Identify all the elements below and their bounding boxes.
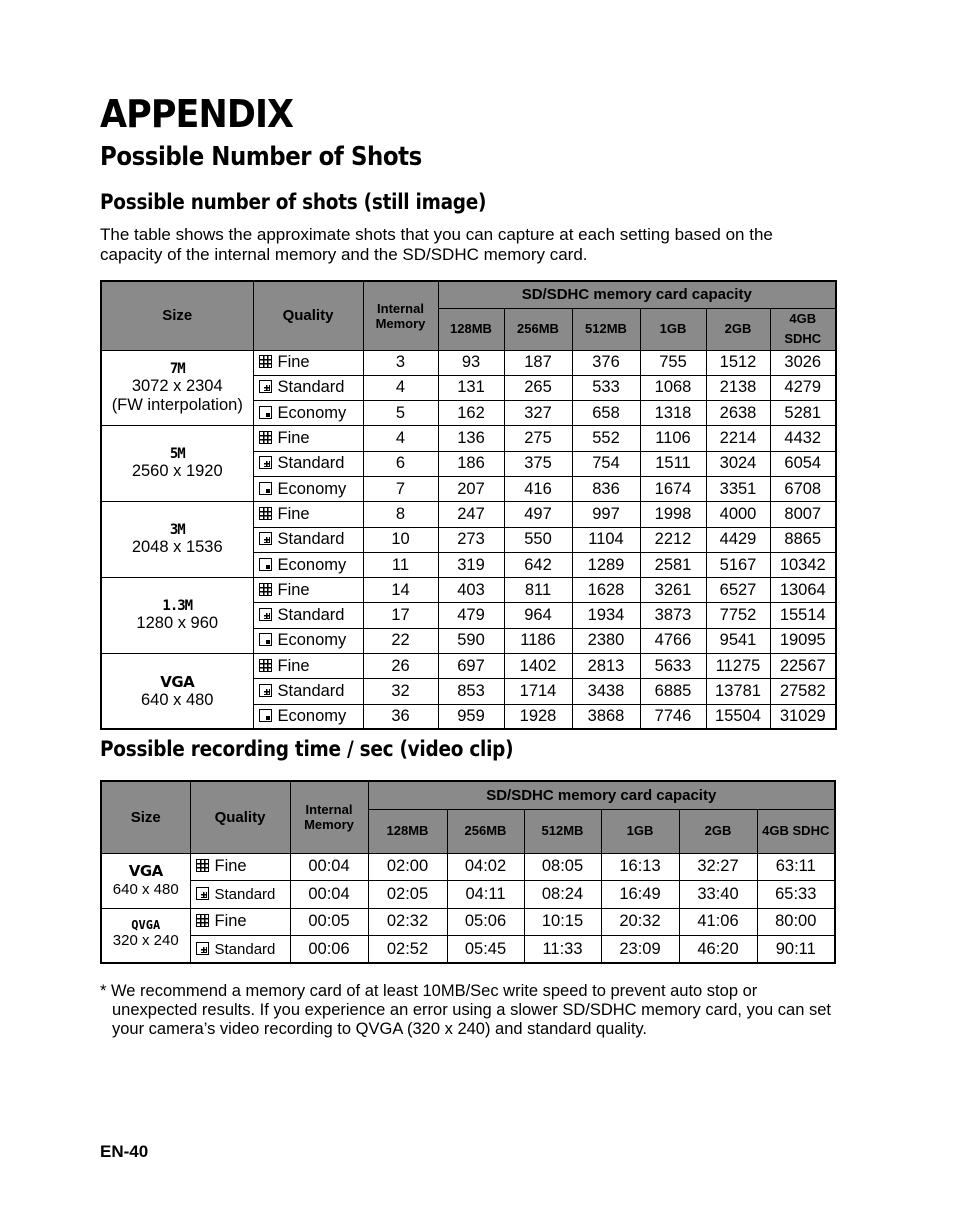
card-capacity-value: 376 [572, 350, 640, 375]
resolution-icon: 1.3M [162, 598, 193, 615]
header-capacity: 2GB [706, 308, 770, 350]
header-capacity: 1GB [601, 809, 679, 853]
quality-cell [253, 578, 363, 603]
card-capacity-value: 20:32 [601, 908, 679, 936]
internal-memory-value: 6 [363, 451, 438, 476]
table-row [101, 908, 835, 936]
table-row [101, 350, 836, 375]
header-quality: Quality [190, 781, 290, 853]
quality-label: Economy [277, 631, 347, 650]
card-capacity-value: 2212 [640, 527, 706, 552]
card-capacity-value: 33:40 [679, 881, 757, 909]
size-cell [101, 350, 253, 426]
card-capacity-value: 2638 [706, 401, 770, 426]
table-row [101, 578, 836, 603]
header-capacity: 512MB [572, 308, 640, 350]
card-capacity-value: 11275 [706, 654, 770, 679]
quality-label: Economy [277, 707, 347, 726]
card-capacity-value: 247 [438, 502, 504, 527]
card-capacity-value: 15514 [770, 603, 836, 628]
standard-quality-icon [259, 684, 272, 697]
card-capacity-value: 4279 [770, 375, 836, 400]
page-title: APPENDIX [100, 92, 294, 136]
card-capacity-value: 02:00 [368, 853, 447, 881]
header-capacity: 128MB [438, 308, 504, 350]
card-capacity-value: 63:11 [757, 853, 835, 881]
table-row [101, 426, 836, 451]
quality-label: Standard [277, 454, 345, 473]
card-capacity-value: 186 [438, 451, 504, 476]
card-capacity-value: 1512 [706, 350, 770, 375]
card-capacity-value: 375 [504, 451, 572, 476]
internal-memory-value: 36 [363, 704, 438, 729]
header-capacity: 256MB [447, 809, 524, 853]
card-capacity-value: 7746 [640, 704, 706, 729]
size-value: 640 x 480 [141, 690, 214, 709]
card-capacity-value: 2214 [706, 426, 770, 451]
card-capacity-value: 187 [504, 350, 572, 375]
size-note: (FW interpolation) [111, 395, 243, 414]
card-capacity-value: 697 [438, 654, 504, 679]
quality-label: Economy [277, 479, 347, 498]
quality-label: Standard [277, 682, 345, 700]
card-capacity-value: 1289 [572, 552, 640, 577]
card-capacity-value: 27582 [770, 679, 836, 704]
quality-cell [253, 552, 363, 577]
internal-memory-value: 14 [363, 578, 438, 603]
card-capacity-value: 13064 [770, 578, 836, 603]
card-capacity-value: 05:45 [447, 936, 524, 964]
quality-label: Standard [214, 885, 276, 903]
internal-memory-value: 7 [363, 476, 438, 501]
internal-memory-value: 00:04 [290, 881, 368, 909]
card-capacity-value: 642 [504, 552, 572, 577]
internal-memory-value: 4 [363, 426, 438, 451]
economy-quality-icon [259, 558, 272, 571]
quality-label: Fine [214, 857, 247, 876]
header-size: Size [101, 281, 253, 350]
fine-quality-icon [196, 859, 209, 872]
card-capacity-value: 658 [572, 401, 640, 426]
section-title: Possible Number of Shots [100, 142, 422, 172]
card-capacity-value: 65:33 [757, 881, 835, 909]
card-capacity-value: 3261 [640, 578, 706, 603]
card-capacity-value: 1104 [572, 527, 640, 552]
card-capacity-value: 265 [504, 375, 572, 400]
card-capacity-value: 997 [572, 502, 640, 527]
size-cell [101, 853, 190, 908]
economy-quality-icon [259, 482, 272, 495]
quality-cell [253, 679, 363, 704]
qvga-resolution-icon: QVGA [131, 918, 161, 933]
quality-cell [253, 603, 363, 628]
header-capacity: 128MB [368, 809, 447, 853]
card-capacity-value: 550 [504, 527, 572, 552]
standard-quality-icon [259, 380, 272, 393]
quality-label: Fine [277, 580, 310, 599]
still-shots-table [100, 280, 837, 730]
internal-memory-value: 8 [363, 502, 438, 527]
resolution-icon: 7M [169, 360, 185, 377]
card-capacity-value: 3438 [572, 679, 640, 704]
quality-cell [253, 401, 363, 426]
quality-label: Fine [277, 429, 310, 448]
card-capacity-value: 80:00 [757, 908, 835, 936]
card-capacity-value: 403 [438, 578, 504, 603]
size-value: 320 x 240 [112, 932, 179, 950]
card-capacity-value: 16:49 [601, 881, 679, 909]
internal-memory-value: 26 [363, 654, 438, 679]
page-number: EN-40 [100, 1142, 149, 1161]
card-capacity-value: 22567 [770, 654, 836, 679]
standard-quality-icon [196, 942, 209, 955]
card-capacity-value: 754 [572, 451, 640, 476]
card-capacity-value: 479 [438, 603, 504, 628]
card-capacity-value: 811 [504, 578, 572, 603]
size-cell [101, 654, 253, 730]
card-capacity-value: 1674 [640, 476, 706, 501]
internal-memory-value: 00:05 [290, 908, 368, 936]
card-capacity-value: 416 [504, 476, 572, 501]
card-capacity-value: 3024 [706, 451, 770, 476]
fine-quality-icon [259, 355, 272, 368]
video-time-table [100, 780, 836, 964]
card-capacity-value: 32:27 [679, 853, 757, 881]
card-capacity-value: 2380 [572, 628, 640, 653]
card-capacity-value: 5633 [640, 654, 706, 679]
card-capacity-value: 05:06 [447, 908, 524, 936]
quality-cell [253, 628, 363, 653]
card-capacity-value: 1511 [640, 451, 706, 476]
card-capacity-value: 959 [438, 704, 504, 729]
quality-cell [190, 853, 290, 881]
card-capacity-value: 90:11 [757, 936, 835, 964]
header-quality: Quality [253, 281, 363, 350]
card-capacity-value: 497 [504, 502, 572, 527]
header-size: Size [101, 781, 190, 853]
size-cell [101, 502, 253, 578]
vga-resolution-icon: VGA [128, 862, 163, 880]
quality-cell [253, 451, 363, 476]
card-capacity-value: 327 [504, 401, 572, 426]
header-internal-memory: Internal Memory [290, 781, 368, 853]
card-capacity-value: 1186 [504, 628, 572, 653]
resolution-icon: 5M [169, 446, 185, 463]
quality-cell [190, 936, 290, 964]
internal-memory-value: 4 [363, 375, 438, 400]
internal-memory-value: 32 [363, 679, 438, 704]
card-capacity-value: 964 [504, 603, 572, 628]
card-capacity-value: 1998 [640, 502, 706, 527]
card-capacity-value: 9541 [706, 628, 770, 653]
card-capacity-value: 1628 [572, 578, 640, 603]
card-capacity-value: 5167 [706, 552, 770, 577]
card-capacity-value: 3026 [770, 350, 836, 375]
card-capacity-value: 6708 [770, 476, 836, 501]
quality-label: Standard [277, 378, 345, 397]
fine-quality-icon [196, 914, 209, 927]
card-capacity-value: 08:24 [524, 881, 601, 909]
fine-quality-icon [259, 659, 272, 672]
card-capacity-value: 13781 [706, 679, 770, 704]
quality-label: Fine [277, 656, 310, 675]
quality-label: Fine [277, 504, 310, 523]
vga-resolution-icon: VGA [160, 672, 195, 691]
card-capacity-value: 04:02 [447, 853, 524, 881]
card-capacity-value: 19095 [770, 628, 836, 653]
size-value: 3072 x 2304 [131, 376, 223, 395]
internal-memory-value: 11 [363, 552, 438, 577]
standard-quality-icon [259, 456, 272, 469]
card-capacity-value: 3351 [706, 476, 770, 501]
card-capacity-value: 1068 [640, 375, 706, 400]
card-capacity-value: 2581 [640, 552, 706, 577]
size-value: 640 x 480 [112, 881, 179, 898]
header-card-capacity: SD/SDHC memory card capacity [368, 781, 835, 809]
card-capacity-value: 131 [438, 375, 504, 400]
quality-label: Economy [277, 403, 347, 422]
fine-quality-icon [259, 583, 272, 596]
card-capacity-value: 590 [438, 628, 504, 653]
footnote: * We recommend a memory card of at least 10MB/Sec write speed to prevent auto stop or unexpected results. If you experience an error using a slower SD/SDHC memory card, you can set your camera’s video recording to QVGA (320 x 240) and standard quality. [100, 982, 831, 1038]
card-capacity-value: 31029 [770, 704, 836, 729]
card-capacity-value: 4000 [706, 502, 770, 527]
card-capacity-value: 1714 [504, 679, 572, 704]
header-card-capacity: SD/SDHC memory card capacity [438, 281, 836, 308]
card-capacity-value: 1934 [572, 603, 640, 628]
internal-memory-value: 10 [363, 527, 438, 552]
quality-cell [253, 704, 363, 729]
size-cell [101, 578, 253, 654]
card-capacity-value: 23:09 [601, 936, 679, 964]
card-capacity-value: 1318 [640, 401, 706, 426]
card-capacity-value: 16:13 [601, 853, 679, 881]
quality-cell [190, 908, 290, 936]
card-capacity-value: 10342 [770, 552, 836, 577]
card-capacity-value: 4429 [706, 527, 770, 552]
video-heading: Possible recording time / sec (video clip) [100, 737, 514, 761]
size-value: 2560 x 1920 [131, 462, 223, 481]
header-internal-memory: Internal Memory [363, 281, 438, 350]
still-heading: Possible number of shots (still image) [100, 190, 487, 214]
size-value: 1280 x 960 [136, 614, 219, 633]
header-capacity: 512MB [524, 809, 601, 853]
card-capacity-value: 1928 [504, 704, 572, 729]
card-capacity-value: 273 [438, 527, 504, 552]
table-row [101, 881, 835, 909]
card-capacity-value: 6527 [706, 578, 770, 603]
quality-cell [253, 476, 363, 501]
card-capacity-value: 11:33 [524, 936, 601, 964]
card-capacity-value: 275 [504, 426, 572, 451]
card-capacity-value: 41:06 [679, 908, 757, 936]
card-capacity-value: 7752 [706, 603, 770, 628]
internal-memory-value: 3 [363, 350, 438, 375]
card-capacity-value: 136 [438, 426, 504, 451]
card-capacity-value: 1402 [504, 654, 572, 679]
table-row [101, 654, 836, 679]
card-capacity-value: 853 [438, 679, 504, 704]
economy-quality-icon [259, 633, 272, 646]
header-capacity: 256MB [504, 308, 572, 350]
internal-memory-value: 22 [363, 628, 438, 653]
fine-quality-icon [259, 507, 272, 520]
resolution-icon: 3M [169, 522, 185, 539]
table-row [101, 936, 835, 964]
intro-text: The table shows the approximate shots that you can capture at each setting based on the capacity of the internal memory and the SD/SDHC memory card. [100, 225, 773, 264]
table-row [101, 853, 835, 881]
card-capacity-value: 6054 [770, 451, 836, 476]
size-value: 2048 x 1536 [131, 538, 223, 557]
internal-memory-value: 5 [363, 401, 438, 426]
card-capacity-value: 4432 [770, 426, 836, 451]
fine-quality-icon [259, 431, 272, 444]
quality-label: Fine [214, 912, 247, 931]
standard-quality-icon [196, 887, 209, 900]
quality-label: Standard [277, 606, 345, 625]
economy-quality-icon [259, 406, 272, 419]
internal-memory-value: 17 [363, 603, 438, 628]
size-cell [101, 426, 253, 502]
table-row [101, 502, 836, 527]
quality-label: Standard [214, 940, 276, 958]
card-capacity-value: 4766 [640, 628, 706, 653]
card-capacity-value: 3868 [572, 704, 640, 729]
header-capacity: 4GB SDHC [770, 308, 836, 350]
quality-label: Fine [277, 353, 310, 372]
card-capacity-value: 755 [640, 350, 706, 375]
internal-memory-value: 00:04 [290, 853, 368, 881]
internal-memory-value: 00:06 [290, 936, 368, 964]
quality-cell [190, 881, 290, 909]
quality-cell [253, 654, 363, 679]
card-capacity-value: 08:05 [524, 853, 601, 881]
card-capacity-value: 02:32 [368, 908, 447, 936]
quality-cell [253, 426, 363, 451]
header-capacity: 1GB [640, 308, 706, 350]
card-capacity-value: 2138 [706, 375, 770, 400]
header-capacity: 4GB SDHC [757, 809, 835, 853]
card-capacity-value: 3873 [640, 603, 706, 628]
card-capacity-value: 02:05 [368, 881, 447, 909]
size-cell [101, 908, 190, 963]
card-capacity-value: 8865 [770, 527, 836, 552]
card-capacity-value: 02:52 [368, 936, 447, 964]
card-capacity-value: 04:11 [447, 881, 524, 909]
card-capacity-value: 8007 [770, 502, 836, 527]
card-capacity-value: 6885 [640, 679, 706, 704]
card-capacity-value: 162 [438, 401, 504, 426]
quality-cell [253, 502, 363, 527]
quality-label: Economy [277, 555, 347, 574]
card-capacity-value: 10:15 [524, 908, 601, 936]
standard-quality-icon [259, 532, 272, 545]
card-capacity-value: 836 [572, 476, 640, 501]
card-capacity-value: 93 [438, 350, 504, 375]
card-capacity-value: 319 [438, 552, 504, 577]
card-capacity-value: 1106 [640, 426, 706, 451]
economy-quality-icon [259, 709, 272, 722]
card-capacity-value: 533 [572, 375, 640, 400]
card-capacity-value: 2813 [572, 654, 640, 679]
header-capacity: 2GB [679, 809, 757, 853]
card-capacity-value: 46:20 [679, 936, 757, 964]
standard-quality-icon [259, 608, 272, 621]
card-capacity-value: 552 [572, 426, 640, 451]
quality-label: Standard [277, 530, 345, 549]
card-capacity-value: 5281 [770, 401, 836, 426]
quality-cell [253, 375, 363, 400]
card-capacity-value: 15504 [706, 704, 770, 729]
quality-cell [253, 527, 363, 552]
card-capacity-value: 207 [438, 476, 504, 501]
quality-cell [253, 350, 363, 375]
